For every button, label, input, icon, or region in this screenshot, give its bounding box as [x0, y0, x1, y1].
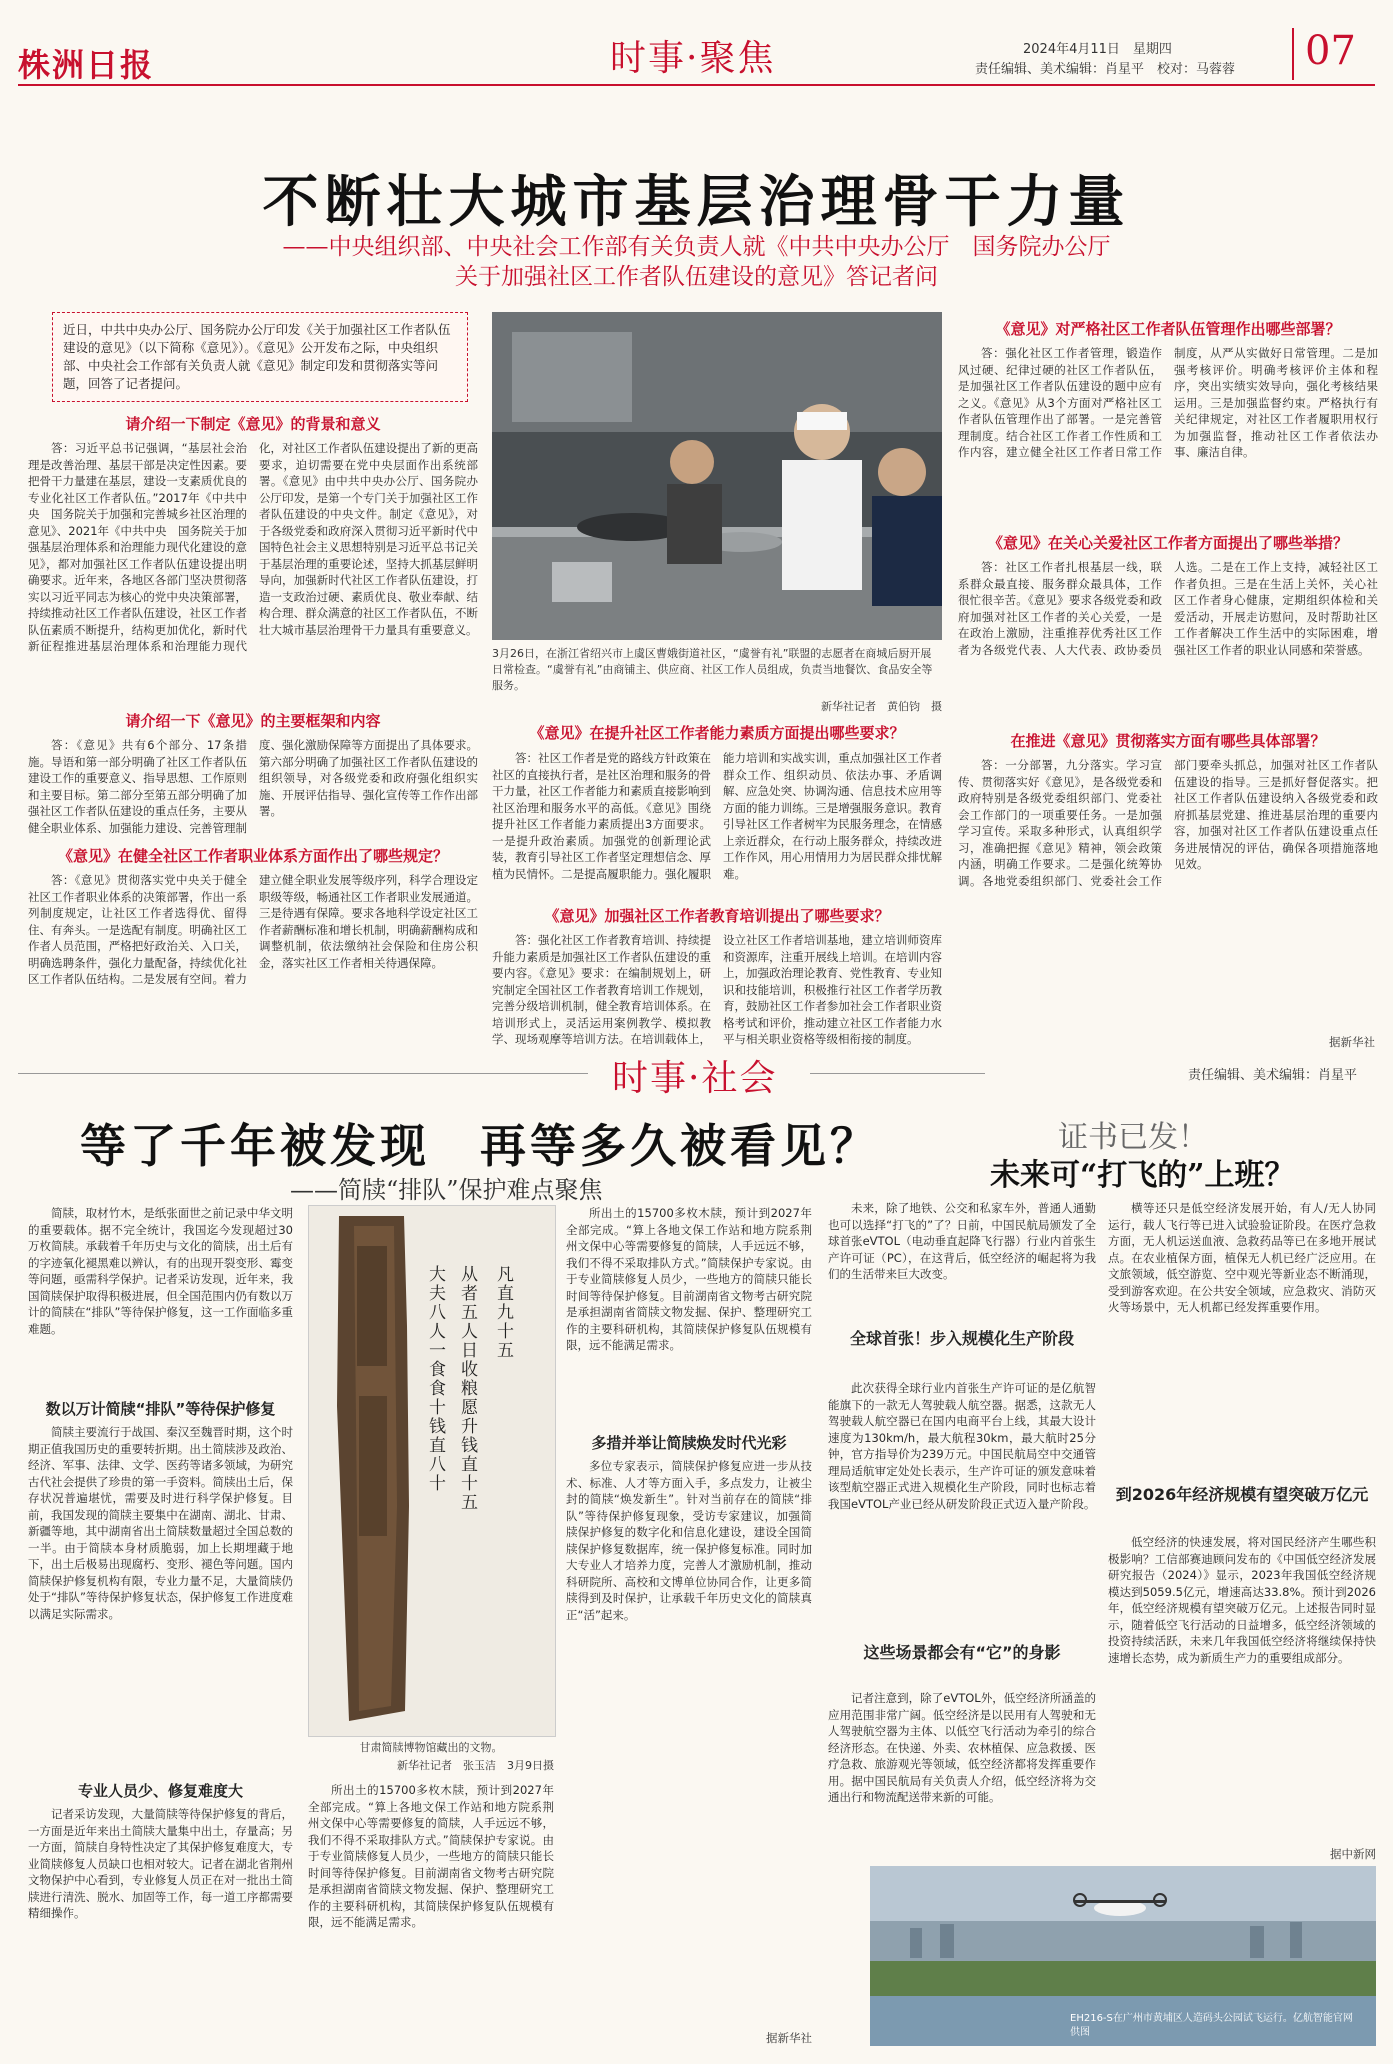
story2-section-1: [28, 1424, 293, 1776]
photo-credit: 新华社记者 黄伯钧 摄: [821, 700, 942, 713]
issue-date: 2024年4月11日 星期四: [1023, 42, 1172, 57]
story2-credit: 据新华社: [766, 2031, 812, 2045]
question-1: 请介绍一下制定《意见》的背景和意义: [125, 415, 381, 433]
story3-intro: [828, 1200, 1096, 1320]
question-5: 《意见》加强社区工作者教育培训提出了哪些要求？: [544, 907, 890, 925]
story2-headline: 等了千年被发现 再等多久被看见？: [80, 1119, 880, 1173]
story3-section-2-cont: [1108, 1200, 1376, 1472]
story3-headline: 未来可“打飞的”上班？: [990, 1158, 1295, 1193]
top-story-credit: 据新华社: [1329, 1035, 1375, 1049]
story2-section-3-text: 多位专家表示，简牍保护修复应进一步从技术、标准、人才等方面入手，多点发力，让被尘封的简牍“焕发新生”。针对当前存在的简牍“排队”等待保护修复现象，受访专家建议，加强简牍保护修复的数字化和信息化建设，建设全国简牍保护修复数据库，统一保护修复标准。同时加大专业人才培养力度，完善人才激励机制，推动科研院所、高校和文博单位协同合作，让更多简牍得到及时保护，让承载千年历史文化的简牍真正“活”起来。: [566, 1459, 812, 1622]
story3-intro-text: 未来，除了地铁、公交和私家车外，普通人通勤也可以选择“打飞的”了？日前，中国民航局颁发了全球首张eVTOL（电动垂直起降飞行器）行业内首张生产许可证（PC），在这背后，低空经济的崛起将为我们的生活带来巨大改变。: [828, 1201, 1096, 1281]
lead-box: [52, 312, 468, 402]
answer-3-text: 答：《意见》贯彻落实党中央关于健全社区工作者职业体系的决策部署，作出一系列制度规定，让社区工作者选得优、留得住、有奔头。一是选配有制度。明确社区工作者人员范围，严格把好政治关、入口关，明确选聘条件，强化力量配备，持续优化社区工作者队伍结构。二是发展有空间。着力建立健全职业发展等级序列，科学合理设定职级等级，畅通社区工作者职业发展通道。三是待遇有保障。要求各地科学设定社区工作者薪酬标准和增长机制，明确薪酬构成和调整机制，依法缴纳社会保险和住房公积金，落实社区工作者相关待遇保障。: [28, 873, 478, 986]
answer-2: [28, 737, 478, 837]
section2-title: [612, 1050, 777, 1101]
story2-section-3a: [566, 1205, 812, 1427]
answer-1: [28, 440, 478, 702]
kitchen-photo-illustration: [492, 312, 942, 640]
story2-subhead: ——简牍“排队”保护难点聚焦: [290, 1176, 603, 1204]
answer-6: [958, 345, 1378, 525]
story3-section-2-text: 记者注意到，除了eVTOL外，低空经济所涵盖的应用范围非常广阔。低空经济是以民用有人驾驶和无人驾驶航空器为主体、以低空飞行活动为牵引的综合经济形态。在快递、外卖、农林植保、应急救援、医疗急救、旅游观光等领域，低空经济都将发挥重要作用。据中国民航局有关负责人介绍，低空经济将为交通出行和物流配送带来新的可能。: [828, 1691, 1096, 1804]
top-headline: 不断壮大城市基层治理骨干力量: [262, 169, 1131, 235]
story3-section-3: [1108, 1534, 1376, 1844]
top-subhead-line2: 关于加强社区工作者队伍建设的意见》答记者问: [455, 264, 938, 290]
question-2: 请介绍一下《意见》的主要框架和内容: [125, 712, 381, 730]
story2-section-2-cont: [308, 1782, 554, 2046]
answer-1-text: 答：习近平总书记强调，“基层社会治理是改善治理、基层干部是决定性因素。要把骨干力量建在基层，建设一支素质优良的专业化社区工作者队伍。”2017年《中共中央 国务院关于加强和完善城乡社区治理的意见》、2021年《中共中央 国务院关于加强基层治理体系和治理能力现代化建设的意见》，都对加强社区工作者队伍建设提出明确要求。近年来，各地区各部门坚决贯彻落实以习近平同志为核心的党中央决策部署，持续推动社区工作者队伍建设，社区工作者队伍素质不断提升，结构更加优化，新时代新征程推进基层治理体系和治理能力现代化，对社区工作者队伍建设提出了新的更高要求，迫切需要在党中央层面作出系统部署。《意见》由中共中央办公厅、国务院办公厅印发，是第一个专门关于加强社区工作者队伍建设的中央文件。制定《意见》，对于各级党委和政府深入贯彻习近平新时代中国特色社会主义思想特别是习近平总书记关于基层治理的重要论述，坚持大抓基层鲜明导向，加强新时代社区工作者队伍建设，打造一支政治过硬、素质优良、敬业奉献、结构合理、群众满意的社区工作者队伍，不断壮大城市基层治理骨干力量具有重要意义。: [28, 441, 478, 653]
story2-section-1-text: 简牍主要流行于战国、秦汉至魏晋时期，这个时期正值我国历史的重要转折期。出土简牍涉及政治、经济、军事、法律、文学、医药等诸多领域，为研究古代社会提供了珍贵的第一手资料。简牍出土后，保存状况普遍堪忧，需要及时进行科学保护修复。目前，我国发现的简牍主要集中在湖南、湖北、甘肃、新疆等地，其中湖南省出土简牍数量超过全国总数的一半。由于简牍本身材质脆弱，加上长期埋藏于地下，出土后极易出现腐朽、变形、褪色等问题。国内简牍保护修复机构有限，专业力量不足，大量简牍仍处于“排队”等待保护修复状态，保护修复工作进度难以满足实际需求。: [28, 1425, 293, 1621]
story2-section-2: [28, 1806, 293, 2046]
story3-section-1-text: 此次获得全球行业内首张生产许可证的是亿航智能旗下的一款无人驾驶载人航空器。据悉，这款无人驾驶载人航空器已在国内电商平台上线，其最大设计速度为130km/h，最大航程30km，最大航时25分钟，官方指导价为239万元。中国民航局空中交通管理局适航审定处处长表示，生产许可证的颁发意味着该型航空器正式进入规模化生产阶段，同时也标志着我国eVTOL产业已经从研发阶段正式迈入量产阶段。: [828, 1381, 1096, 1511]
question-3: 《意见》在健全社区工作者职业体系方面作出了哪些规定？: [57, 847, 448, 865]
story2-intro: [28, 1205, 293, 1393]
story2-section-2-cont-text: 所出土的15700多枚木牍，预计到2027年全部完成。“算上各地文保工作站和地方院系荆州文保中心等需要修复的简牍，人手远远不够，我们不得不采取排队方式。”简牍保护专家说。由于专业简牍修复人员少，一些地方的简牍只能长时间等待保护修复。目前湖南省文物考古研究院是承担湖南省简牍文物发掘、保护、整理研究工作的主要科研机构，其简牍保护修复队伍规模有限，远不能满足需求。: [308, 1783, 554, 1929]
story3-label: 证书已发！: [1058, 1120, 1208, 1155]
page-number: 07: [1305, 28, 1356, 74]
story2-subhead-2: 专业人员少、修复难度大: [77, 1782, 243, 1800]
evtol-photo: [870, 1866, 1376, 2046]
header-rule: [18, 84, 1375, 86]
story3-section-2: [828, 1690, 1096, 1860]
story2-section-3a-text: 所出土的15700多枚木牍，预计到2027年全部完成。“算上各地文保工作站和地方院系荆州文保中心等需要修复的简牍，人手远远不够，我们不得不采取排队方式。”简牍保护专家说。由于专业简牍修复人员少，一些地方的简牍只能长时间等待保护修复。目前湖南省文物考古研究院是承担湖南省简牍文物发掘、保护、整理研究工作的主要科研机构，其简牍保护修复队伍规模有限，远不能满足需求。: [566, 1206, 812, 1352]
answer-6-text: 答：强化社区工作者管理，锻造作风过硬、纪律过硬的社区工作者队伍，是加强社区工作者队伍建设的题中应有之义。《意见》从3个方面对严格社区工作者队伍管理作出了部署。一是完善管理制度。结合社区工作者工作性质和工作内容，建立健全社区工作者日常工作制度，从严从实做好日常管理。二是加强考核评价。明确考核评价主体和程序，突出实绩实效导向，强化考核结果运用。三是加强监督约束。严格执行有关纪律规定，对社区工作者履职用权行为加强监督，推动社区工作者依法办事、廉洁自律。: [958, 346, 1378, 459]
section2-rule-right: [810, 1073, 985, 1074]
section2-rule-left: [18, 1073, 588, 1074]
photo-caption: [492, 646, 942, 698]
story2-subhead-1: 数以万计简牍“排队”等待保护修复: [45, 1400, 276, 1418]
photo-caption-text: 3月26日，在浙江省绍兴市上虞区曹娥街道社区，“虞誉有礼”联盟的志愿者在商城后厨开展日常检查。“虞誉有礼”由商铺主、供应商、社区工作人员组成，负责当地餐饮、食品安全等服务。: [492, 647, 933, 692]
story3-section-1: [828, 1380, 1096, 1628]
answer-8-text: 答：一分部署，九分落实。学习宣传、贯彻落实好《意见》，是各级党委和政府特别是各级党委组织部门、党委社会工作部门的一项重要任务。一是加强学习宣传。采取多种形式，认真组织学习，准确把握《意见》精神，领会政策内涵，明确工作要求。二是强化统筹协调。各地党委组织部门、党委社会工作部门要牵头抓总，加强对社区工作者队伍建设的指导。三是抓好督促落实。把社区工作者队伍建设纳入各级党委和政府抓基层党建、推进基层治理的重要内容，加强对社区工作者队伍建设重点任务进展情况的评估，确保各项措施落地见效。: [958, 758, 1378, 888]
slip-text-column-2: 从者五人日收粮愿升钱直十五: [461, 1265, 478, 1513]
kitchen-inspection-photo: [492, 312, 942, 640]
answer-5-text: 答：强化社区工作者教育培训、持续提升能力素质是加强社区工作者队伍建设的重要内容。《意见》要求：在编制规划上，研究制定全国社区工作者教育培训工作规划，完善分级培训机制，健全教育培训体系。在培训形式上，灵活运用案例教学、模拟教学、现场观摩等培训方法。在培训载体上，设立社区工作者培训基地，建立培训师资库和资源库，注重开展线上培训。在培训内容上，加强政治理论教育、党性教育、专业知识和技能培训，积极推行社区工作者学历教育，鼓励社区工作者参加社会工作者职业资格考试和评价，推动建立社区工作者能力水平与相关职业资格等级相衔接的制度。: [492, 933, 942, 1046]
story3-subhead-1: 全球首张！步入规模化生产阶段: [849, 1329, 1074, 1348]
story3-subhead-2: 这些场景都会有“它”的身影: [863, 1643, 1061, 1662]
question-7: 《意见》在关心关爱社区工作者方面提出了哪些举措？: [987, 534, 1348, 552]
story3-subhead-3: 到2026年经济规模有望突破万亿元: [1115, 1485, 1369, 1504]
story2-intro-text: 简牍，取材竹木，是纸张面世之前记录中华文明的重要载体。据不完全统计，我国迄今发现超过30万枚简牍。承载着千年历史与文化的简牍，出土后有的字迹氧化褪黑难以辨认，有的出现开裂变形、霉变等问题，亟需科学保护。记者采访发现，近年来，我国简牍保护取得积极进展，但全国范围内仍有数以万计的简牍在“排队”等待保护修复，这一工作面临多重难题。: [28, 1206, 293, 1336]
slip-text-column-3: 凡直九十五: [497, 1265, 514, 1361]
story2-section-2-text: 记者采访发现，大量简牍等待保护修复的背后，一方面是近年来出土简牍大量集中出土，存量高；另一方面，简牍自身特性决定了其保护修复难度大，专业简牍修复人员缺口也相对较大。记者在湖北省荆州文物保护中心看到，专业修复人员正在对一批出土简牍进行清洗、脱水、加固等工作，每一道工序都需要精细操作。: [28, 1807, 293, 1920]
top-subhead-line1: ——中央组织部、中央社会工作部有关负责人就《中共中央办公厅 国务院办公厅: [282, 234, 1111, 260]
section2-editors: 责任编辑、美术编辑：肖星平: [1188, 1068, 1358, 1083]
answer-8: [958, 757, 1378, 1033]
story3-section-3-text: 低空经济的快速发展，将对国民经济产生哪些积极影响？工信部赛迪顾问发布的《中国低空经济发展研究报告（2024）》显示，2023年我国低空经济规模达到5059.5亿元，增速高达33.8%。预计到2026年，低空经济规模有望突破万亿元。上述报告同时显示，随着低空飞行活动的日益增多，低空经济领域的投资持续活跃，未来几年我国低空经济将继续保持快速增长态势，成为新质生产力的重要组成部分。: [1108, 1535, 1376, 1665]
story2-section-3: [566, 1458, 812, 2024]
section-title: 时事·聚焦: [610, 38, 776, 79]
story2-subhead-3: 多措并举让简牍焕发时代光彩: [591, 1434, 787, 1452]
bamboo-slip-photo: [308, 1205, 556, 1737]
editor-credits: 责任编辑、美术编辑：肖星平 校对：马蓉蓉: [975, 62, 1236, 77]
answer-7: [958, 559, 1378, 723]
answer-4: [492, 750, 942, 898]
lead-text: 近日，中共中央办公厅、国务院办公厅印发《关于加强社区工作者队伍建设的意见》（以下简称《意见》）。《意见》公开发布之际，中央组织部、中央社会工作部有关负责人就《意见》制定印发和贯彻落实等问题，回答了记者提问。: [63, 322, 451, 391]
answer-5: [492, 932, 942, 1048]
page-number-divider: [1292, 28, 1294, 80]
answer-7-text: 答：社区工作者扎根基层一线，联系群众最直接、服务群众最具体，工作很忙很辛苦。《意见》要求各级党委和政府加强对社区工作者的关心关爱，一是在政治上激励，注重推荐优秀社区工作者为各级党代表、人大代表、政协委员人选。二是在工作上支持，减轻社区工作者负担。三是在生活上关怀，关心社区工作者身心健康，定期组织体检和关爱活动，开展走访慰问，及时帮助社区工作者解决工作生活中的实际困难，增强社区工作者的职业认同感和荣誉感。: [958, 560, 1378, 657]
answer-2-text: 答：《意见》共有6个部分、17条措施。导语和第一部分明确了社区工作者队伍建设工作的重要意义、指导思想、工作原则和主要目标。第二部分至第五部分明确了加强社区工作者队伍建设的重点任务，主要从健全职业体系、加强能力建设、完善管理制度、强化激励保障等方面提出了具体要求。第六部分明确了加强社区工作者队伍建设的组织领导，对各级党委和政府强化组织实施、开展评估指导、强化宣传等工作作出部署。: [28, 738, 478, 835]
answer-4-text: 答：社区工作者是党的路线方针政策在社区的直接执行者，是社区治理和服务的骨干力量，社区工作者能力和素质直接影响到社区治理和服务水平的高低。《意见》围绕提升社区工作者能力素质提出3方面要求。一是提升政治素质。加强党的创新理论武装，教育引导社区工作者坚定理想信念、厚植为民情怀。二是提高履职能力。强化履职能力培训和实战实训，重点加强社区工作者群众工作、组织动员、依法办事、矛盾调解、应急处突、协调沟通、信息技术应用等方面的能力训练。三是增强服务意识。教育引导社区工作者树牢为民服务理念，在情感上亲近群众，在行动上服务群众，持续改进工作作风，用心用情用力为居民群众排忧解难。: [492, 751, 942, 881]
bamboo-photo-credit: 新华社记者 张玉洁 3月9日摄: [397, 1759, 554, 1772]
answer-3: [28, 872, 478, 1050]
question-6: 《意见》对严格社区工作者队伍管理作出哪些部署？: [995, 320, 1341, 338]
bamboo-photo-caption: 甘肃简牍博物馆藏出的文物。: [359, 1741, 503, 1754]
story3-section-2-cont-text: 横等还只是低空经济发展开始，有人/无人协同运行，载人飞行等已进入试验验证阶段。在医疗急救方面，无人机运送血液、急救药品等已在多地开展试点。在农业植保方面，植保无人机已经广泛应用。在文旅领域，低空游览、空中观光等新业态不断涌现，受到游客欢迎。在公共安全领域，应急救灾、消防灭火等场景中，无人机都已经发挥重要作用。: [1108, 1201, 1376, 1314]
section2-title-text: 时事·社会: [612, 1058, 778, 1099]
question-8: 在推进《意见》贯彻落实方面有哪些具体部署？: [1010, 732, 1326, 750]
evtol-photo-caption: EH216-S在广州市黄埔区人造码头公园试飞运行。亿航智能官网 供图: [1070, 2013, 1363, 2038]
story3-credit: 据中新网: [1330, 1847, 1376, 1861]
question-4: 《意见》在提升社区工作者能力素质方面提出哪些要求？: [529, 724, 905, 742]
masthead-logo: 株洲日报: [18, 46, 155, 84]
slip-text-column-1: 大夫八人一食食十钱直八十: [429, 1265, 446, 1494]
